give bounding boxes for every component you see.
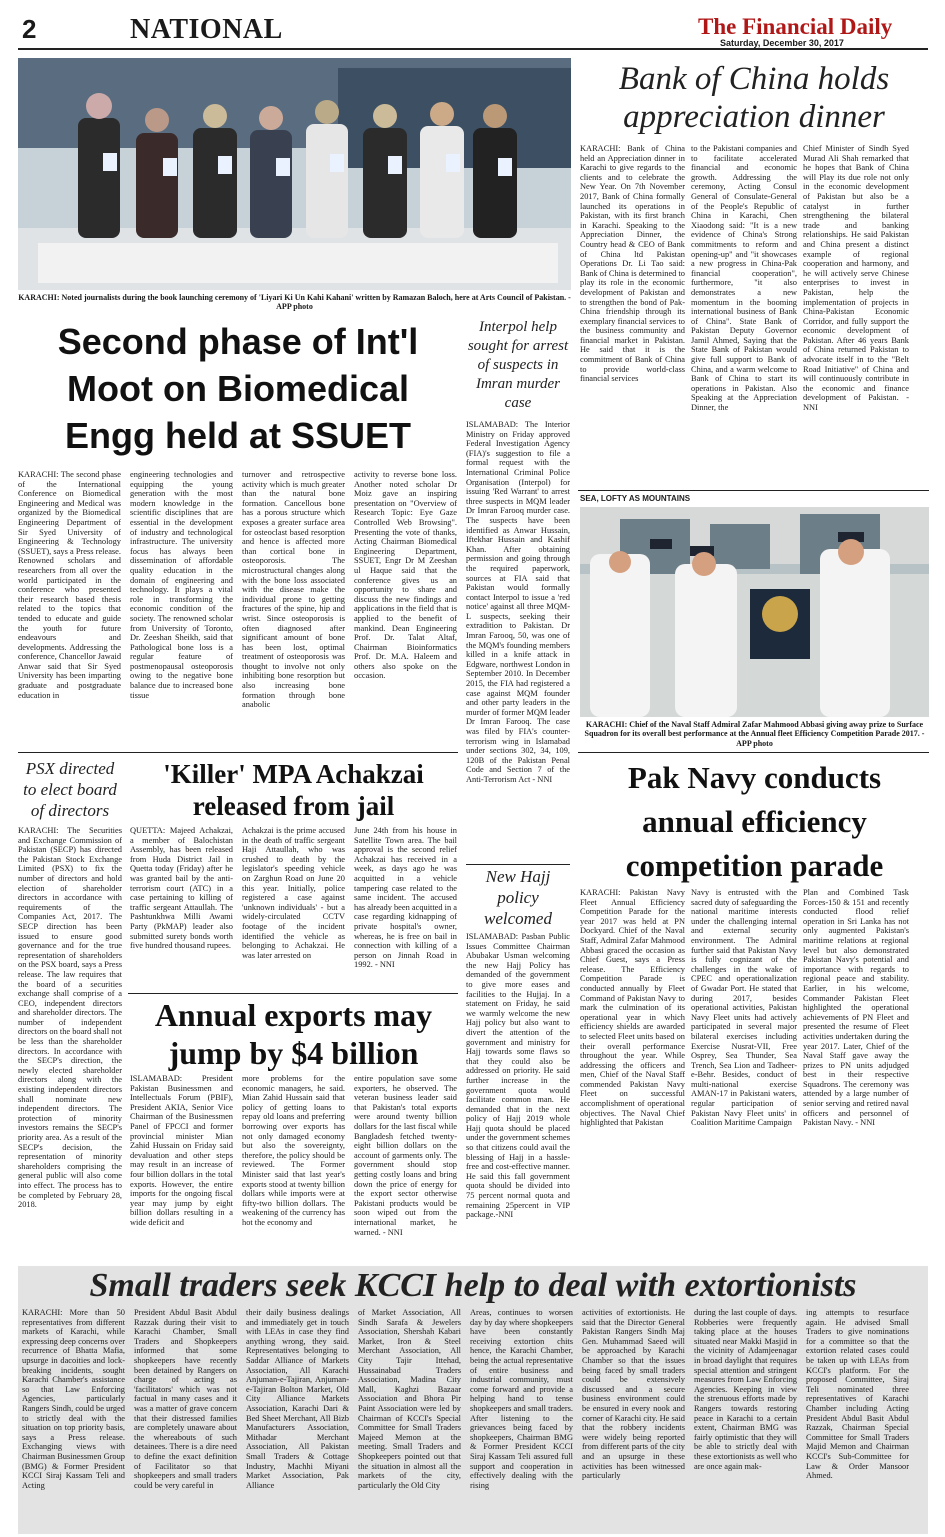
header-rule [18,48,928,50]
ssuet-headline-line3: Engg held at SSUET [64,415,412,456]
interpol-headline: Interpol help sought for arrest of suspects in Imran murder case [467,319,569,411]
section-title: NATIONAL [130,14,283,45]
kcci-col1: KARACHI: More than 50 representatives from different markets of Karachi, while expressing deep concerns over recurrence of Bhatta Mafia, upsurge in dacoities and lock-breaking incidents, sought Karachi Chamber's assistance so that Law Enforcing Agencies, particularly Rangers Sindh, could be urged to strictly deal with the situation on top priority basis, says a Press release. Exchanging views with Chairman Businessmen Group (BMG) & Former President KCCI Siraj Kassam Teli and Acting [22,1308,125,1490]
achakzai-headline-line2: released from jail [192,791,395,821]
ssuet-col4: activity to reverse bone loss. Another noted scholar Dr Moiz gave an inspiring presentation on "Overview of Research Topic: Eye Gaze Controlled Web Browsing". Presenting the vote of thanks, Acting Chairman Biomedical Engineering Department, SSUET, Engr Dr M Zeeshan ul Haque said that the conference gives us an opportunity to share and discuss the new findings and applications in the field that is applied to the benefit of mankind. Dean Engineering Prof. Dr. Talat Altaf, Chairman Bioinformatics Prof. Dr. M.A. Haleem and others also spoke on the occasion. [354,470,457,681]
exports-col3: entire population save some exporters, he observed. The veteran business leader said that Pakistan's total exports were around twenty billion dollars for the last fiscal while Bangladesh fetched twenty-eight billion dollars on the account of garments only. The government should stop getting costly loans and bring down the price of energy for the export sector otherwise Pakistani products would be soon wiped out from the international market, he warned. - NNI [354,1074,457,1237]
paper-name: The Financial Daily [698,14,893,39]
rule-achakzai-bottom [128,993,458,994]
boc-col2: to the Pakistani companies and to facilitate accelerated financial and economic growth. Addressing the ceremony, Acting Consul General of Consulate-General of the People's Republic of China in Karachi, Chen Xiaodong said: "It is a new evidence of China's Strong commitments to reform and opening-up" and "it showcases a new progress in China-Pak financial cooperation", furthermore, "it also demonstrates a new momentum in the booming international business of Bank of China". State Bank of Pakistan Deputy Governor Jamil Ahmed, Saying that the State Bank of Pakistan would give full support to Bank of China, and a warm welcome to Bank of China to start its operations in Pakistan. Also Speaking at the Appreciation Dinner, the [691,144,797,413]
boc-col3: Chief Minister of Sindh Syed Murad Ali Shah remarked that he hopes that Bank of China will Play its due role not only in the economic development of Pakistan but also be a catalyst in further strengthening the bilateral trade and banking relationships. He said Pakistan and China present a distinct example of regional cooperation and harmony, and he will actively serve Chinese enterprises to invest in Pakistan, help the implementation of projects in China-Pakistan Economic Corridor, and fully support the economic development of Pakistan. After 46 years Bank of China returned Pakistan to advocate itself in to the "Belt Road Initiative" of China and will continuously contribute in the economic and finance development of Pakistan. - NNI [803,144,909,413]
navy-col3: Plan and Combined Task Forces-150 & 151 and recently conducted flood relief operation in Sri Lanka has not only augmented Pakistan's maritime relations at regional level but also demonstrated Pakistan Navy's potential and importance with regards to regional peace and stability. Earlier, in his welcome, Commander Pakistan Fleet highlighted the operational achievements of PN Fleet and presented the resume of Fleet activities undertaken during the year 2017. Later, Chief of the Naval Staff gave away the prizes to PN units adjudged best in their respective Squadrons. The ceremony was attended by a large number of senior serving and retired naval officers and personnel of Pakistan Navy. - NNI [803,888,909,1128]
navy-headline-line2: annual efficiency [642,804,867,839]
rule-navy-top [578,752,929,753]
achakzai-headline [130,758,457,822]
boc-headline [578,60,930,136]
hajj-body: ISLAMABAD: Pasban Public Issues Committee Chairman Abubakar Usman welcoming the new Hajj Policy has demanded of the government to give more eases and facilities to the Hujjaj. In a statement on Friday, he said we warmly welcome the new Hajj policy but also want to divert the attention of the government and ministry for Hajj towards some flaws so that they could also be addressed on priority. He said further increase in the government quota would facilitate common man. He demanded that in the next policy of Hajj 2019 whole Hajj quota should be placed under the government schemes so that citizens could avail the blessing of Hajj in a hassle-free and cost-effective manner. He said this fall government quota should be divided into 75 percent normal quota and remaining 25percent in VIP package.-NNI [466,932,570,1220]
exports-headline-line1: Annual exports may [154,997,433,1033]
navy-headline [580,756,929,888]
photo-book-launch [18,58,571,290]
photo-navy-ceremony [580,494,929,717]
ssuet-col1: KARACHI: The second phase of the International Conference on Biomedical Engineering and Medical was organized by the Biomedical Engineering Department of Sir Syed University of Engineering & Technology (SSUET), says a Press release. Renowned scholars and researchers from all over the world participated in the conference who presented their research based thesis related to the topics that tended to educate and guide the youth for future endeavours and developments. Addressing the conference, Chancellor Jawaid Anwar said that Sir Syed University has been imparting graduate and postgraduate education in [18,470,121,700]
boc-headline-line2: appreciation dinner [623,99,885,135]
kcci-headline: Small traders seek KCCI help to deal with extortionists [89,1267,857,1304]
kcci-col5: Areas, continues to worsen day by day where shopkeepers have been constantly receiving extortion chits hence, the Karachi Chamber, being the actual representative of entire business and industrial community, must come forward and provide a helping hand to tense shopkeepers and small traders. After listening to the grievances being faced by shopkeepers, Chairman BMG & Former President KCCI Siraj Kassam Teli assured full support and cooperation in effectively dealing with the rising [470,1308,573,1490]
psx-body: KARACHI: The Securities and Exchange Commission of Pakistan (SECP) has directed the Pakistan Stock Exchange Limited (PSX) to fix the number of directors and hold election of shareholder directors in accordance with requirements of the Companies Act, 2017. The SECP direction has been issued to ensure good governance and for the true representation of shareholders on the PSX board, says a Press release. The law requires that the board of a securities exchange shall comprise of a CEO, independent directors and shareholder directors. The number of independent directors on the board shall not be less than the shareholder directors. In accordance with the SECP's direction, the newly elected shareholder directors along with the existing independent directors shall nominate new independent directors. The protection of minority investors remains the SECP's priority area. As a result of the SECP's decision, the representation of minority shareholders comprising the general public will also come into effect. The process has to be completed by February 28, 2018. [18,826,122,1210]
navy-headline-line3: competition parade [625,848,884,883]
ssuet-col2: engineering technologies and equipping the young generation with the most modern knowledge in the scientific disciplines that are essential in the development of industry and technological infrastructure. The university focus has always been dissemination of affordable quality education in the domain of engineering and technology. It plays a vital role in transforming the economic condition of the society. The renowned scholar from University of Toronto, Dr. Zeeshan Sheikh, said that Pathological bone loss is a regular feature of postmenopausal osteoporosis owing to the negative bone balance due to increased bone tissue [130,470,233,700]
achakzai-col3: June 24th from his house in Satellite Town area. The bail approval is the second relief Achakzai has received in a week, as days ago he was acquitted in a vehicle tampering case related to the same incident. The accused has already been acquitted in a case regarding kidnapping of private hospital's owner, whereas, he is free on bail in connection with killing of a person on Jinnah Road in 1992. - NNI [354,826,457,970]
ssuet-headline [18,318,458,459]
navy-col1: KARACHI: Pakistan Navy Fleet Annual Efficiency Competition Parade for the year 2017 was held at PN Dockyard. Chief of the Naval Staff, Admiral Zafar Mahmood Abbasi graced the occasion as Chief Guest, says a Press release. The Efficiency Competition Parade is conducted annually by Fleet Command of Pakistan Navy to mark the culmination of its operational year in which efficiency shields are awarded to selected Fleet units based on their overall performance throughout the year. While addressing the officers and men, Chief of the Naval Staff commended Pakistan Navy Fleet on successful accomplishment of operational objectives. The Naval Chief highlighted that Pakistan [580,888,685,1128]
interpol-body: ISLAMABAD: The Interior Ministry on Friday approved Federal Investigation Agency (FIA)'s suggestion to file a formal request with the International Criminal Police Organisation (Interpol) for issuing 'Red Warrant' to arrest three suspects in MQM leader Dr Imran Farooq murder case. The suspects have been identified as Anwar Hussain, Iftekhar Hussain and Kashif Khan. After obtaining permission and going through the required paperwork, sources at FIA said that Pakistan would formally contact Interpol to issue a 'red notice' against all three MQM-L suspects, seeking their extradition to Pakistan. Dr Imran Farooq, 50, was one of the MQM's founding members killed in a knife attack in Edgware, northwest London in September 2010. In December 2015, the FIA had registered a case against MQM founder and other party leaders in the murder of former MQM leader Dr Imran Farooq. The case was filed by FIA's counter-terrorism wing in Islamabad under sections 302, 34, 109, 120B of the Pakistan Penal Code and Section 7 of the Anti-Terrorism Act - NNI [466,420,570,784]
kcci-col7: during the last couple of days. Robberies were frequently taking place at the houses situated near Makki Masjid in the vicinity of Adamjeenagar in broad daylight that requires special attention and stringent measures from Law Enforcing Agencies. Keeping in view the strenuous efforts made by Rangers towards restoring peace in Karachi to a certain extent, Chairman BMG was fairly optimistic that they will be able to strictly deal with these extortionists as well who are once again mak- [694,1308,797,1471]
boc-col1: KARACHI: Bank of China held an Appreciation dinner in Karachi to give regards to the clients and to celebrate the New Year. On 7th November 2017, Bank of China formally launched its operations in Pakistan, with its first branch in Karachi. Speaking to the Appreciation Dinner, the Country head & CEO of Bank of China ltd Pakistan Operations Dr. Li Tao said: Bank of China is determined to play its role in the economic development of Pakistan and to strengthen the bond of Pak-China friendship through its exemplary financial services to the business community and financial market in Pakistan. He said that it is the commitment of Bank of China to provide world-class financial services [580,144,685,384]
kcci-col2: President Abdul Basit Abdul Razzak during their visit to Karachi Chamber, Small Traders and Shopkeepers informed that some shopkeepers have recently been detained by Rangers on charge of acting as 'facilitators' which was not factual in many cases and it was a matter of grave concern that their distressed families are completely unaware about the whereabouts of such detainees. There is a dire need to define the exact definition of Facilitator so that shopkeepers and small traders could be very careful in [134,1308,237,1490]
psx-headline: PSX directed to elect board of directors [23,759,117,820]
rule-boc-bottom [578,490,929,491]
exports-col1: ISLAMABAD: President Pakistan Businessmen and Intellectuals Forum (PBIF), President AKIA, Senior Vice Chairman of the Businessmen Panel of FPCCI and former provincial minister Mian Zahid Hussain on Friday said devaluation and other steps may result in an increase of four billion dollars in the total exports. However, the entire imports for the ongoing fiscal year may jump by eight billion dollars resulting in a wide deficit and [130,1074,233,1227]
kcci-col4: of Market Association, All Sindh Sarafa & Jewelers Association, Shershah Kabari Market, Iron & Steel Merchant Association, All City Tajir Ittehad, Hussainabad Traders Association, Madina City Mall, Kaghzi Bazaar Association and Bhora Pir Paint Association were led by Chairman of KCCI's Special Committee for Small Traders Majeed Memon at the meeting. Small Traders and Shopkeepers pointed out that the situation in almost all the markets of the city, particularly the Old City [358,1308,461,1490]
page-number: 2 [22,14,37,44]
exports-headline-line2: jump by $4 billion [168,1035,419,1071]
boc-headline-line1: Bank of China holds [618,61,890,97]
kcci-col6: activities of extortionists. He said that the Director General Pakistan Rangers Sindh Maj Gen. Muhammad Saeed will be approached by Karachi Chamber so that the issues being faced by small traders could be extensively discussed and a secure business environment could be ensured in every nook and corner of Karachi city. He said that the robbery incidents were widely being reported from different parts of the city and an upsurge in these activities has been witnessed particularly [582,1308,685,1481]
kcci-col8: ing attempts to resurface again. He advised Small Traders to give nominations for a committee so that the extortion related cases could be taken up with LEAs from KCCI's platform. For the proposed Committee, Siraj Teli nominated three representatives of Karachi Chamber including Acting President Abdul Basit Abdul Razzak, Chairman Special Committee for Small Traders Majid Memon and Chairman KCCI's Sub-Committee for Law & Order Mansoor Ahmed. [806,1308,909,1481]
navy-col2: Navy is entrusted with the sacred duty of safeguarding the national maritime interests under the challenging internal and external security environment. The Admiral further said that Pakistan Navy is fully cognizant of the challenges in the wake of CPEC and operationalization of Gwadar Port. He stated that during 2017, besides operational activities, Pakistan Navy Fleet units had actively participated in several major bilateral exercises including Exercise Nusrat-VII, Free Osprey, Sea Thunder, Sea Trench, Sea Lion and Tadheer-e-Behr. Besides, conduct of multi-national exercise AMAN-17 in Pakistani waters, regular participation of Pakistan Navy Fleet units' in Coalition Maritime Campaign [691,888,797,1128]
ssuet-headline-line1: Second phase of Int'l [57,321,419,362]
rule-ssuet-bottom [18,752,458,753]
achakzai-col1: QUETTA: Majeed Achakzai, a member of Balochistan Assembly, has been released from Huda District Jail in Quetta today (Friday) after he was granted bail by the anti-terrorism court (ATC) in a case pertaining to killing of traffic sergeant Attaullah. The Pashtunkhwa Milli Awami Party (PkMAP) leader also submitted surety bonds worth five hundred thousand rupees. [130,826,233,951]
paper-date: Saturday, December 30, 2017 [720,38,844,48]
hajj-headline: New Hajj policy welcomed [484,867,552,928]
exports-headline [130,996,457,1072]
achakzai-col2: Achakzai is the prime accused in the death of traffic sergeant Haji Attaullah, who was crushed to death by the legislator's speeding vehicle on Zarghun Road on June 20 this year. Initially, police registered a case against 'unknown individuals' - but a widely-circulated CCTV footage of the incident identified the vehicle as belonging to Achakzai. He was later arrested on [242,826,345,960]
achakzai-headline-line1: 'Killer' MPA Achakzai [163,759,424,789]
rule-hajj-top [466,864,570,865]
ssuet-headline-line2: Moot on Biomedical [67,368,409,409]
ssuet-col3: turnover and retrospective activity which is much greater than the natural bone formation. Cancellous bone has a porous structure which exposes a greater surface area for osteoclast based resorption and hence is affected more than cortical bone in osteoporosis. The microstructural changes along with the bone loss associated with the disease make the individual prone to getting fractures of the spine, hip and wrist. Since osteoporosis is often diagnosed after significant amount of bone has been lost, optimal treatment of osteoporosis was thought to involve not only inhibiting bone resorption but also increasing bone formation through bone anabolic [242,470,345,710]
kcci-col3: their daily business dealings and immediately get in touch with LEAs in case they find anything wrong, they said. Representatives belonging to Saddar Alliance of Markets Association, All Karachi Anjuman-e-Tajiran, Anjuman-e-Tajiran Bolton Market, Old City Alliance Markets Association, Karachi Dari & Bed Sheet Merchant, All Bizb Manufacturers Association, Mithadar Merchant Association, All Pakistan Small Traders & Cottage Industry, Machhi Miyani Market Association, Pak Alliance [246,1308,349,1490]
navy-headline-line1: Pak Navy conducts [627,760,882,795]
photo-navy-caption: KARACHI: Chief of the Naval Staff Admiral Zafar Mahmood Abbasi giving away prize to Surface Squadron for its overall best performance at the Annual fleet Efficiency Competition Parade 2017. - APP photo [584,720,925,748]
photo-book-launch-caption: KARACHI: Noted journalists during the book launching ceremony of 'Liyari Ki Un Kahi Kahani' written by Ramazan Baloch, here at Arts Council of Pakistan. - APP photo [18,293,571,312]
photo-navy-banner: SEA, LOFTY AS MOUNTAINS [580,494,691,503]
exports-col2: more problems for the economic managers, he said. Mian Zahid Hussain said that policy of getting loans to repay old loans and preferring borrowing over exports has not only damaged economy but also the sovereignty, therefore, the policy should be reviewed. The Former Minister said that last year's exports stood at twenty billion dollars while imports were at fifty-two billion dollars. The weakening of the currency has hot the economy and [242,1074,345,1227]
